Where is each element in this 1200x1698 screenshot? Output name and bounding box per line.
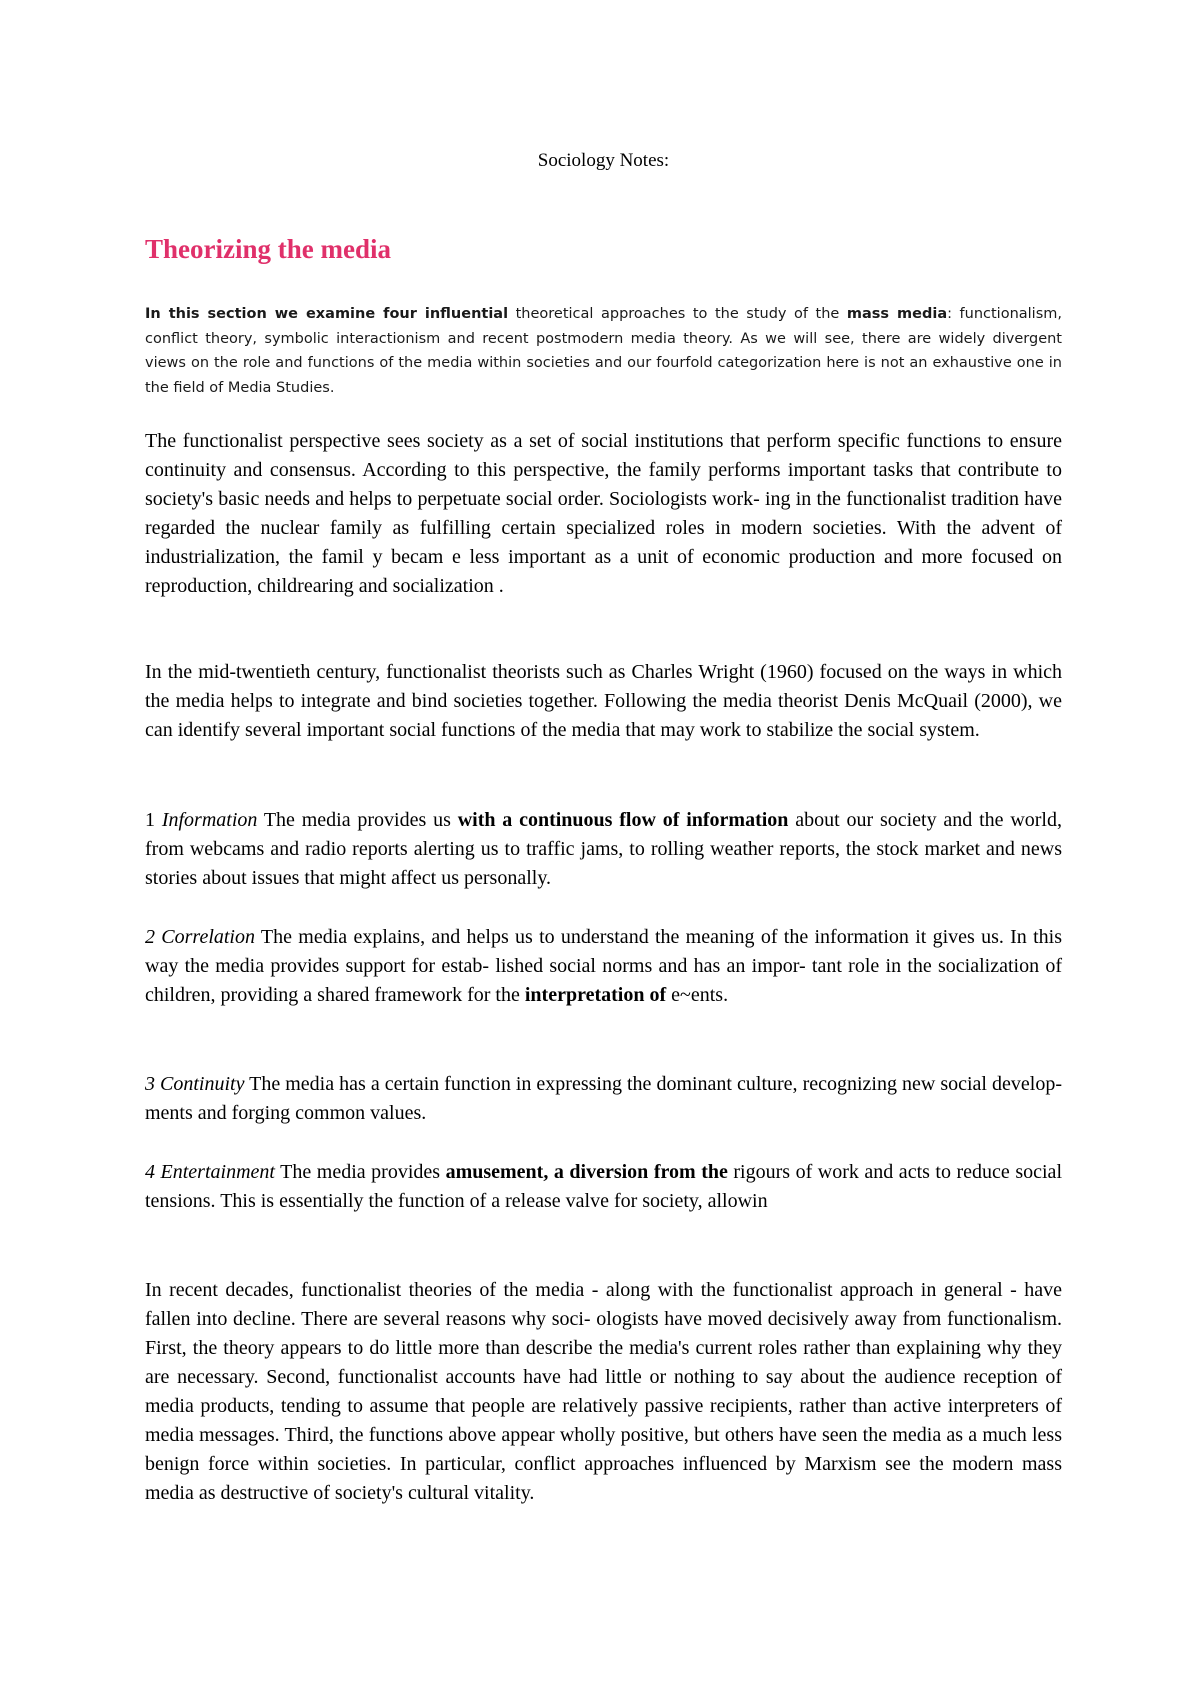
function-text-rest: about our society and the world, from webcams and radio reports alerting us to traffic jams, to rolling weather reports, the stock market and news stories about issues that might affect us personally. [145,809,1062,889]
intro-text-rest: : functionalism, conflict theory, symbolic interactionism and recent postmodern media theory. As we will see, there are widely divergent views on the role and functions of the media within societies and our fourfold categorization here is not an exhaustive one in the field of Media Studies. [145,306,1062,396]
function-correlation-item [145,923,1062,1010]
function-text-rest: e~ents. [666,984,729,1006]
page-title: Theorizing the media [145,234,391,264]
function-label: 3 Continuity [145,1073,245,1095]
function-text: The media provides [274,1161,446,1183]
function-number: 1 [145,809,162,831]
function-label: 4 Entertainment [145,1161,275,1183]
function-text: The media explains, and helps us to understand the meaning of the information it gives us. In this way the media provides support for estab- lished social norms and has an impor- tant role in the socialization of children, providing a shared framework for the [145,926,1062,1006]
function-information-item [145,806,1062,893]
function-label: Information [161,809,258,831]
function-continuity-item [145,1070,1062,1128]
intro-text: theoretical approaches to the study of the [508,306,847,322]
function-text-rest: rigours of work and acts to reduce social tensions. This is essentially the function of a release valve for society, allowin [145,1161,1062,1212]
function-text: The media has a certain function in expressing the dominant culture, recognizing new social develop- ments and forging common values. [145,1073,1062,1124]
document-header: Sociology Notes: [537,150,670,171]
function-emphasis: amusement, a diversion from the [445,1161,728,1183]
intro-bold-lead: In this section we examine four influential [145,306,509,322]
intro-bold-term: mass media [846,306,948,322]
function-emphasis: interpretation of [524,984,667,1006]
decline-paragraph: In recent decades, functionalist theories of the media - along with the functionalist approach in general - have fallen into decline. There are several reasons why soci- ologists have moved decisively away from functionalism. First, the theory appears to do little more than describe the media's current roles rather than explaining why they are necessary. Second, functionalist accounts have had little or nothing to say about the audience reception of media products, tending to assume that people are relatively passive recipients, rather than active interpreters of media messages. Third, the functions above appear wholly positive, but others have seen the media as a much less benign force within societies. In particular, conflict approaches influenced by Marxism see the modern mass media as destructive of society's cultural vitality. [145,1279,1062,1504]
mid-century-paragraph: In the mid-twentieth century, functionalist theorists such as Charles Wright (1960) focused on the ways in which the media helps to integrate and bind societies together. Following the media theorist Denis McQuail (2000), we can identify several important social functions of the media that may work to stabilize the social system. [145,661,1062,741]
intro-paragraph [145,302,1062,400]
function-text: The media provides us [257,809,458,831]
function-emphasis: with a continuous flow of information [457,809,789,831]
function-label: 2 Correlation [145,926,255,948]
functionalist-paragraph: The functionalist perspective sees society as a set of social institutions that perform specific functions to ensure continuity and consensus. According to this perspective, the family performs important tasks that contribute to society's basic needs and helps to perpetuate social order. Sociologists work- ing in the functionalist tradition have regarded the nuclear family as fulfilling certain specialized roles in modern societies. With the advent of industrialization, the famil y becam e less important as a unit of economic production and more focused on reproduction, childrearing and socialization . [145,430,1062,597]
function-entertainment-item [145,1158,1062,1216]
